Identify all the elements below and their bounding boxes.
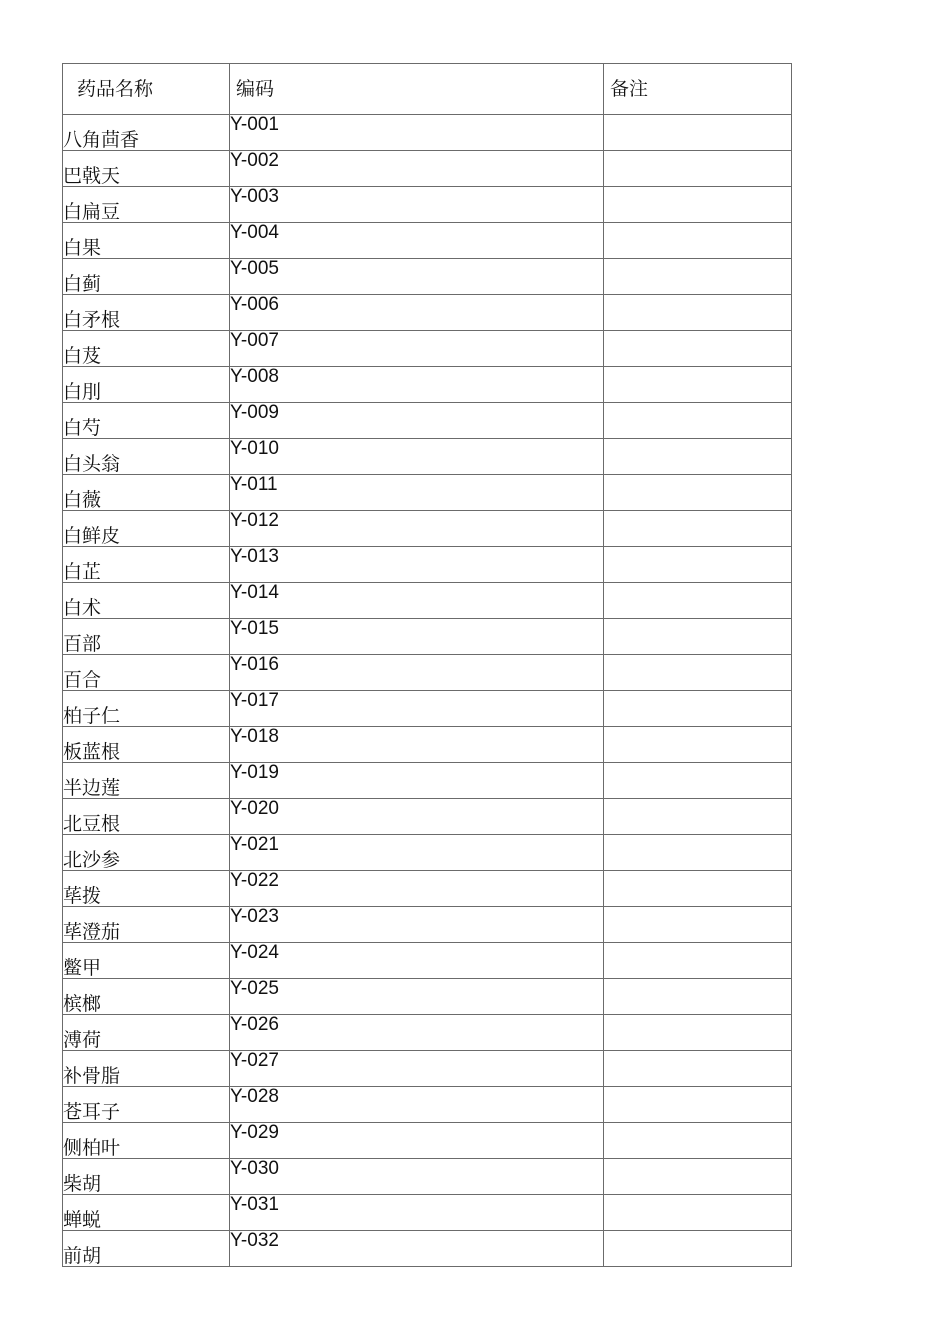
medicine-name-cell: 白果: [63, 223, 230, 259]
code-cell: Y-004: [230, 223, 604, 259]
header-note: 备注: [604, 64, 792, 115]
medicine-name-cell: 百合: [63, 655, 230, 691]
medicine-name-cell: 荜拨: [63, 871, 230, 907]
header-medicine-name: 药品名称: [63, 64, 230, 115]
table-row: [63, 727, 792, 763]
table-row: [63, 871, 792, 907]
code-cell: Y-012: [230, 511, 604, 547]
table-row: [63, 943, 792, 979]
code-cell: Y-026: [230, 1015, 604, 1051]
note-cell: [604, 1051, 792, 1087]
note-cell: [604, 835, 792, 871]
code-cell: Y-022: [230, 871, 604, 907]
medicine-name-cell: 槟榔: [63, 979, 230, 1015]
code-cell: Y-011: [230, 475, 604, 511]
table-row: [63, 1231, 792, 1267]
code-cell: Y-028: [230, 1087, 604, 1123]
note-cell: [604, 619, 792, 655]
table-row: [63, 691, 792, 727]
note-cell: [604, 979, 792, 1015]
note-cell: [604, 115, 792, 151]
code-cell: Y-030: [230, 1159, 604, 1195]
table-row: [63, 295, 792, 331]
note-cell: [604, 799, 792, 835]
medicine-name-cell: 侧柏叶: [63, 1123, 230, 1159]
note-cell: [604, 871, 792, 907]
table-row: [63, 763, 792, 799]
note-cell: [604, 943, 792, 979]
table-header-row: [63, 64, 792, 115]
note-cell: [604, 547, 792, 583]
medicine-name-cell: 白鲜皮: [63, 511, 230, 547]
code-cell: Y-017: [230, 691, 604, 727]
table-row: [63, 979, 792, 1015]
medicine-name-cell: 荜澄茄: [63, 907, 230, 943]
medicine-name-cell: 北豆根: [63, 799, 230, 835]
medicine-name-cell: 板蓝根: [63, 727, 230, 763]
medicine-name-cell: 白矛根: [63, 295, 230, 331]
table-body: [63, 115, 792, 1267]
table-row: [63, 799, 792, 835]
table-row: [63, 223, 792, 259]
code-cell: Y-005: [230, 259, 604, 295]
note-cell: [604, 1159, 792, 1195]
note-cell: [604, 727, 792, 763]
code-cell: Y-015: [230, 619, 604, 655]
table-row: [63, 619, 792, 655]
code-cell: Y-031: [230, 1195, 604, 1231]
code-cell: Y-018: [230, 727, 604, 763]
table-row: [63, 1051, 792, 1087]
code-cell: Y-001: [230, 115, 604, 151]
note-cell: [604, 655, 792, 691]
medicine-name-cell: 半边莲: [63, 763, 230, 799]
medicine-name-cell: 白芷: [63, 547, 230, 583]
medicine-name-cell: 白蓟: [63, 259, 230, 295]
table-row: [63, 1087, 792, 1123]
note-cell: [604, 511, 792, 547]
medicine-name-cell: 巴戟天: [63, 151, 230, 187]
medicine-name-cell: 蝉蜕: [63, 1195, 230, 1231]
code-cell: Y-014: [230, 583, 604, 619]
table-row: [63, 1159, 792, 1195]
note-cell: [604, 1087, 792, 1123]
code-cell: Y-029: [230, 1123, 604, 1159]
table-row: [63, 259, 792, 295]
code-cell: Y-013: [230, 547, 604, 583]
table-row: [63, 655, 792, 691]
medicine-name-cell: 白头翁: [63, 439, 230, 475]
table-row: [63, 115, 792, 151]
medicine-name-cell: 白芨: [63, 331, 230, 367]
note-cell: [604, 583, 792, 619]
note-cell: [604, 1123, 792, 1159]
header-code: 编码: [230, 64, 604, 115]
table-row: [63, 475, 792, 511]
code-cell: Y-032: [230, 1231, 604, 1267]
table-row: [63, 583, 792, 619]
medicine-name-cell: 白薇: [63, 475, 230, 511]
code-cell: Y-023: [230, 907, 604, 943]
code-cell: Y-016: [230, 655, 604, 691]
note-cell: [604, 187, 792, 223]
table-row: [63, 439, 792, 475]
note-cell: [604, 1231, 792, 1267]
table-row: [63, 835, 792, 871]
note-cell: [604, 259, 792, 295]
table-row: [63, 1195, 792, 1231]
code-cell: Y-008: [230, 367, 604, 403]
medicine-name-cell: 八角茴香: [63, 115, 230, 151]
medicine-name-cell: 鳖甲: [63, 943, 230, 979]
note-cell: [604, 763, 792, 799]
table-row: [63, 511, 792, 547]
note-cell: [604, 1195, 792, 1231]
code-cell: Y-025: [230, 979, 604, 1015]
code-cell: Y-027: [230, 1051, 604, 1087]
code-cell: Y-020: [230, 799, 604, 835]
code-cell: Y-010: [230, 439, 604, 475]
medicine-name-cell: 北沙参: [63, 835, 230, 871]
table-row: [63, 151, 792, 187]
medicine-name-cell: 补骨脂: [63, 1051, 230, 1087]
code-cell: Y-009: [230, 403, 604, 439]
medicine-name-cell: 苍耳子: [63, 1087, 230, 1123]
table-row: [63, 1123, 792, 1159]
table-row: [63, 403, 792, 439]
table-row: [63, 907, 792, 943]
medicine-name-cell: 溥荷: [63, 1015, 230, 1051]
medicine-name-cell: 白刖: [63, 367, 230, 403]
code-cell: Y-024: [230, 943, 604, 979]
note-cell: [604, 331, 792, 367]
note-cell: [604, 475, 792, 511]
note-cell: [604, 367, 792, 403]
table-row: [63, 1015, 792, 1051]
note-cell: [604, 151, 792, 187]
note-cell: [604, 907, 792, 943]
code-cell: Y-019: [230, 763, 604, 799]
table-row: [63, 547, 792, 583]
note-cell: [604, 1015, 792, 1051]
code-cell: Y-007: [230, 331, 604, 367]
medicine-code-table: [62, 63, 792, 1267]
medicine-name-cell: 前胡: [63, 1231, 230, 1267]
medicine-name-cell: 白扁豆: [63, 187, 230, 223]
code-cell: Y-002: [230, 151, 604, 187]
code-cell: Y-021: [230, 835, 604, 871]
table-row: [63, 187, 792, 223]
note-cell: [604, 223, 792, 259]
note-cell: [604, 691, 792, 727]
medicine-name-cell: 百部: [63, 619, 230, 655]
note-cell: [604, 439, 792, 475]
medicine-name-cell: 柴胡: [63, 1159, 230, 1195]
note-cell: [604, 403, 792, 439]
medicine-name-cell: 白术: [63, 583, 230, 619]
code-cell: Y-003: [230, 187, 604, 223]
code-cell: Y-006: [230, 295, 604, 331]
medicine-name-cell: 柏子仁: [63, 691, 230, 727]
table-row: [63, 331, 792, 367]
table-row: [63, 367, 792, 403]
note-cell: [604, 295, 792, 331]
medicine-name-cell: 白芍: [63, 403, 230, 439]
